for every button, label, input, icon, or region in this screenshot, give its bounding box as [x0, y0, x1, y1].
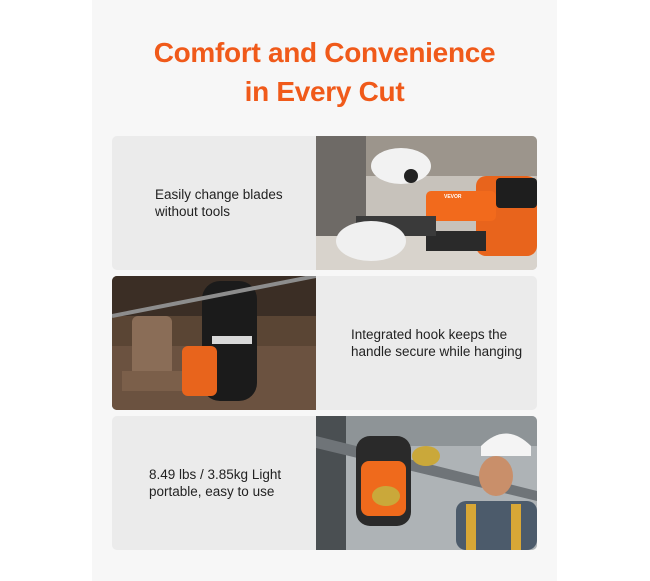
feature-card-blade-change — [112, 136, 537, 270]
feature-text-line: Integrated hook keeps the — [351, 327, 508, 342]
worker-photo — [316, 416, 537, 550]
feature-card-weight — [112, 416, 537, 550]
brand-label: VEVOR — [444, 194, 462, 200]
blade-change-photo — [316, 136, 537, 270]
hook-photo — [112, 276, 316, 410]
feature-text-line: Easily change blades — [155, 187, 283, 202]
page-title-line-1: Comfort and Convenience — [153, 37, 496, 68]
feature-text-line: handle secure while hanging — [351, 344, 523, 359]
feature-text-line: portable, easy to use — [149, 484, 275, 499]
feature-text-line: without tools — [155, 204, 231, 219]
page-title-line-2: in Every Cut — [244, 76, 405, 107]
feature-card-hook — [112, 276, 537, 410]
feature-text-line: 8.49 lbs / 3.85kg Light — [149, 467, 282, 482]
feature-text — [351, 276, 537, 410]
